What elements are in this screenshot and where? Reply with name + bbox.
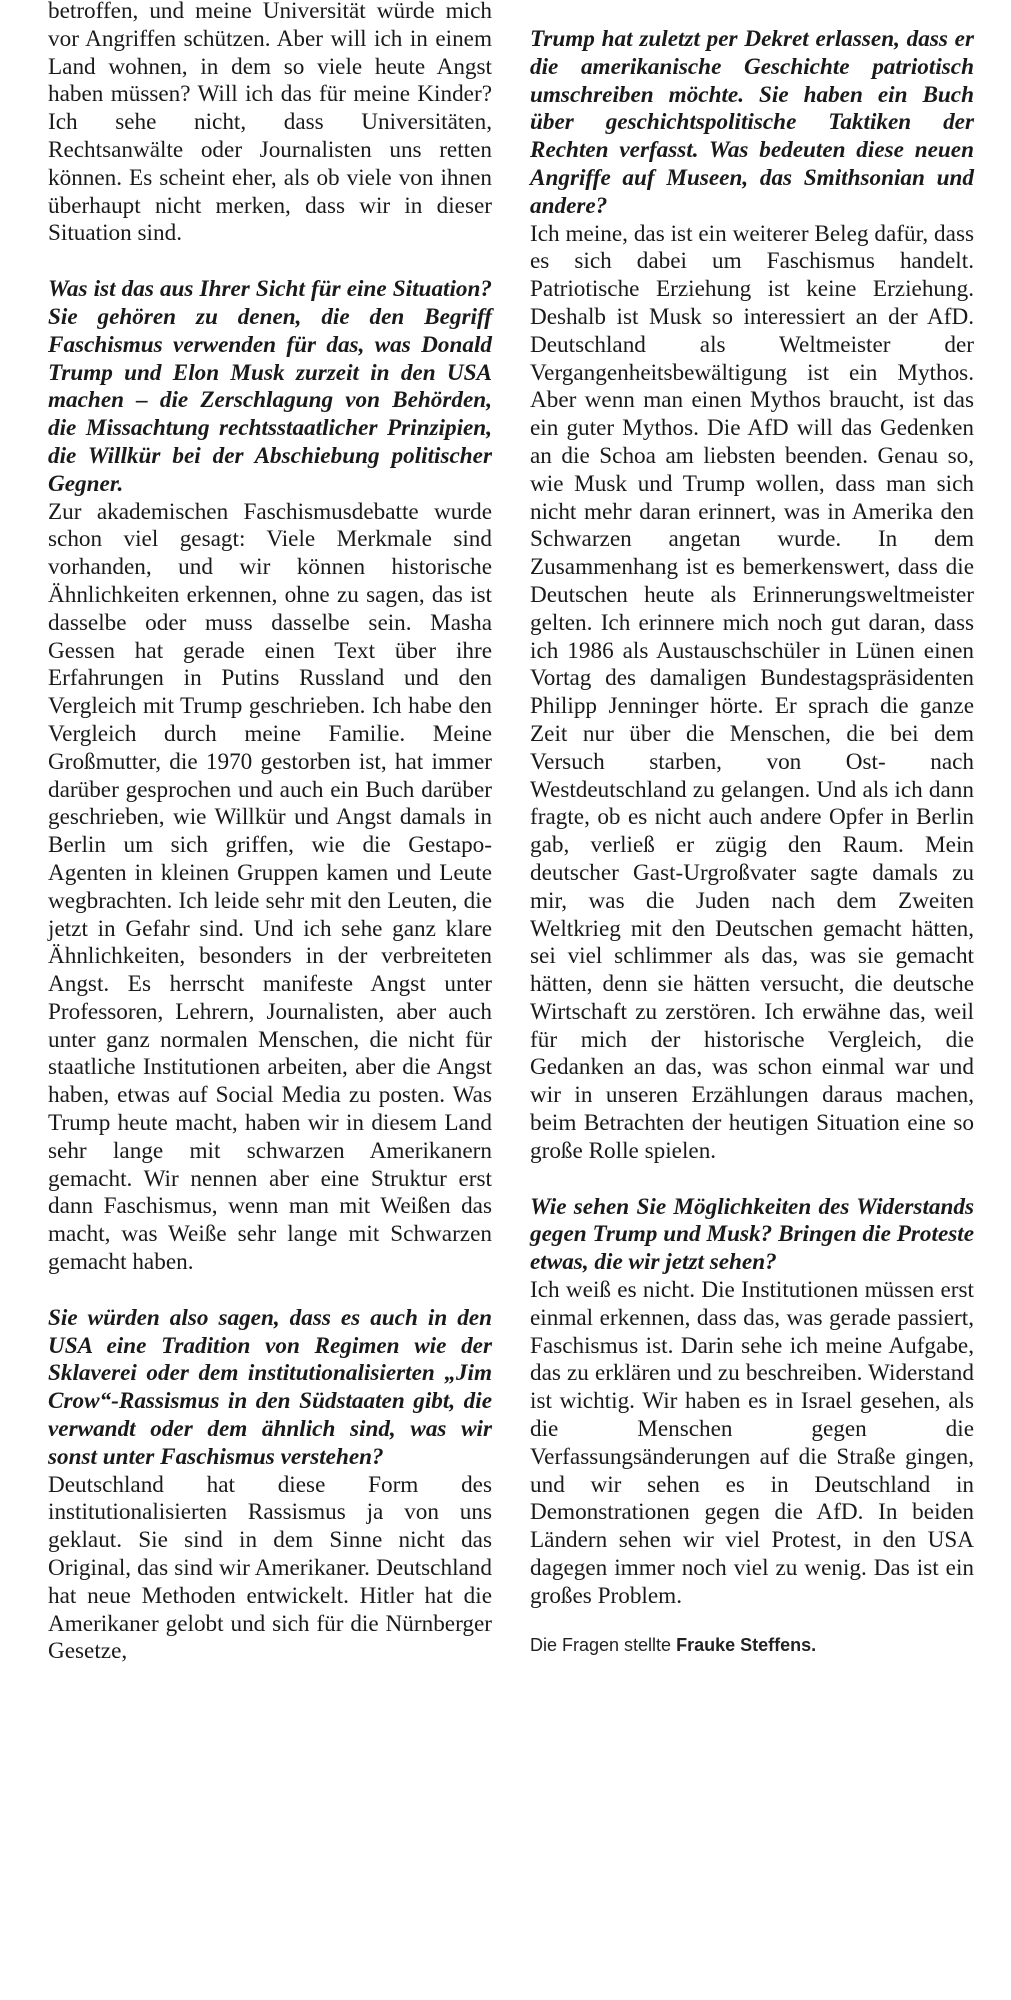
credit-prefix: Die Fragen stellte <box>530 1634 677 1655</box>
left-column <box>48 0 492 1666</box>
answer-paragraph-2: Zur akademischen Faschismusdebatte wurde schon viel gesagt: Viele Merkmale sind vorhanden, und wir können historische Ähnlichkeiten erkennen, ohne zu sagen, das ist dasselbe oder muss dasselbe sein. Masha Gessen hat gerade einen Text über ihre Erfahrungen in Putins Russland und den Vergleich mit Trump geschrieben. Ich habe den Vergleich durch meine Familie. Meine Großmutter, die 1970 gestorben ist, hat immer darüber gesprochen und auch ein Buch darüber geschrieben, wie Willkür und Angst damals in Berlin um sich griffen, wie die Gestapo-Agenten in kleinen Gruppen kamen und Leute wegbrachten. Ich leide sehr mit den Leuten, die jetzt in Gefahr sind. Und ich sehe ganz klare Ähnlichkeiten, besonders in der verbreiteten Angst. Es herrscht manifeste Angst unter Professoren, Lehrern, Journalisten, aber auch unter ganz normalen Menschen, die nicht für staatliche Institutionen arbeiten, aber die Angst haben, etwas auf Social Media zu posten. Was Trump heute macht, haben wir in diesem Land sehr lange mit schwarzen Amerikanern gemacht. Wir nennen aber eine Struktur erst dann Faschismus, wenn man mit Weißen das macht, was Weiße sehr lange mit Schwarzen gemacht haben. <box>48 498 492 1276</box>
answer-paragraph-1: betroffen, und meine Universität würde mich vor Angriffen schützen. Aber will ich in einem Land wohnen, in dem so viele heute Angst haben müssen? Will ich das für meine Kinder? Ich sehe nicht, dass Universitäten, Rechtsanwälte oder Journalisten uns retten können. Es scheint eher, als ob viele von ihnen überhaupt nicht merken, dass wir in dieser Situation sind. <box>48 0 492 247</box>
question-1: Was ist das aus Ihrer Sicht für eine Situation? Sie gehören zu denen, die den Begriff Faschismus verwenden für das, was Donald Trump und Elon Musk zurzeit in den USA machen – die Zerschlagung von Behörden, die Missachtung rechtsstaatlicher Prinzipien, die Willkür bei der Abschiebung politischer Gegner. <box>48 276 492 497</box>
interview-credit <box>530 1633 974 1657</box>
question-4: Wie sehen Sie Möglichkeiten des Widerstands gegen Trump und Musk? Bringen die Proteste etwas, die wir jetzt sehen? <box>530 1193 974 1276</box>
answer-paragraph-5: Ich weiß es nicht. Die Institutionen müssen erst einmal erkennen, dass das, was gerade passiert, Faschismus ist. Darin sehe ich meine Aufgabe, das zu erklären und zu beschreiben. Widerstand ist wichtig. Wir haben es in Israel gesehen, als die Menschen gegen die Verfassungsänderungen auf die Straße gingen, und wir sehen es in Deutschland in Demonstrationen gegen die AfD. In beiden Ländern sehen wir viel Protest, in den USA dagegen immer noch viel zu wenig. Das ist ein großes Problem. <box>530 1277 974 1609</box>
answer-paragraph-3: Deutschland hat diese Form des institutionalisierten Rassismus ja von uns geklaut. Sie sind in dem Sinne nicht das Original, das sind wir Amerikaner. Deutschland hat neue Methoden entwickelt. Hitler hat die Amerikaner gelobt und sich für die Nürnberger Gesetze, <box>48 1471 492 1665</box>
question-3: Trump hat zuletzt per Dekret erlassen, dass er die amerikanische Geschichte patriotisch umschreiben möchte. Sie haben ein Buch über geschichtspolitische Taktiken der Rechten verfasst. Was bedeuten diese neuen Angriffe auf Museen, das Smithsonian und andere? <box>530 26 974 219</box>
question-2: Sie würden also sagen, dass es auch in den USA eine Tradition von Regimen wie der Sklaverei oder dem institutionalisierten „Jim Crow“-Rassismus in den Südstaaten gibt, die verwandt oder dem ähnlich sind, was wir sonst unter Faschismus verstehen? <box>48 1304 492 1470</box>
right-column <box>530 26 974 1657</box>
credit-author: Frauke Steffens. <box>676 1634 817 1655</box>
answer-paragraph-4: Ich meine, das ist ein weiterer Beleg dafür, dass es sich dabei um Faschismus handelt. Patriotische Erziehung ist keine Erziehung. Deshalb ist Musk so interessiert an der AfD. Deutschland als Weltmeister der Vergangenheitsbewältigung ist ein Mythos. Aber wenn man einen Mythos braucht, ist das ein guter Mythos. Die AfD will das Gedenken an die Schoa am liebsten beenden. Genau so, wie Musk und Trump wollen, dass man sich nicht mehr daran erinnert, was in Amerika den Schwarzen angetan wurde. In dem Zusammenhang ist es bemerkenswert, dass die Deutschen heute als Erinnerungsweltmeister gelten. Ich erinnere mich noch gut daran, dass ich 1986 als Austauschschüler in Lünen einen Vortag des damaligen Bundestagspräsidenten Philipp Jenninger hörte. Er sprach die ganze Zeit nur über die Menschen, die bei dem Versuch starben, von Ost- nach Westdeutschland zu gelangen. Und als ich dann fragte, ob es nicht auch andere Opfer in Berlin gab, verließ er zügig den Raum. Mein deutscher Gast-Urgroßvater sagte damals zu mir, was die Juden nach dem Zweiten Weltkrieg mit den Deutschen gemacht hätten, sei viel schlimmer als das, was sie gemacht hätten, denn sie hätten versucht, die deutsche Wirtschaft zu zerstören. Ich erwähne das, weil für mich der historische Vergleich, die Gedanken an das, was schon einmal war und wir in unseren Erzählungen daraus machen, beim Betrachten der heutigen Situation eine so große Rolle spielen. <box>530 220 974 1164</box>
